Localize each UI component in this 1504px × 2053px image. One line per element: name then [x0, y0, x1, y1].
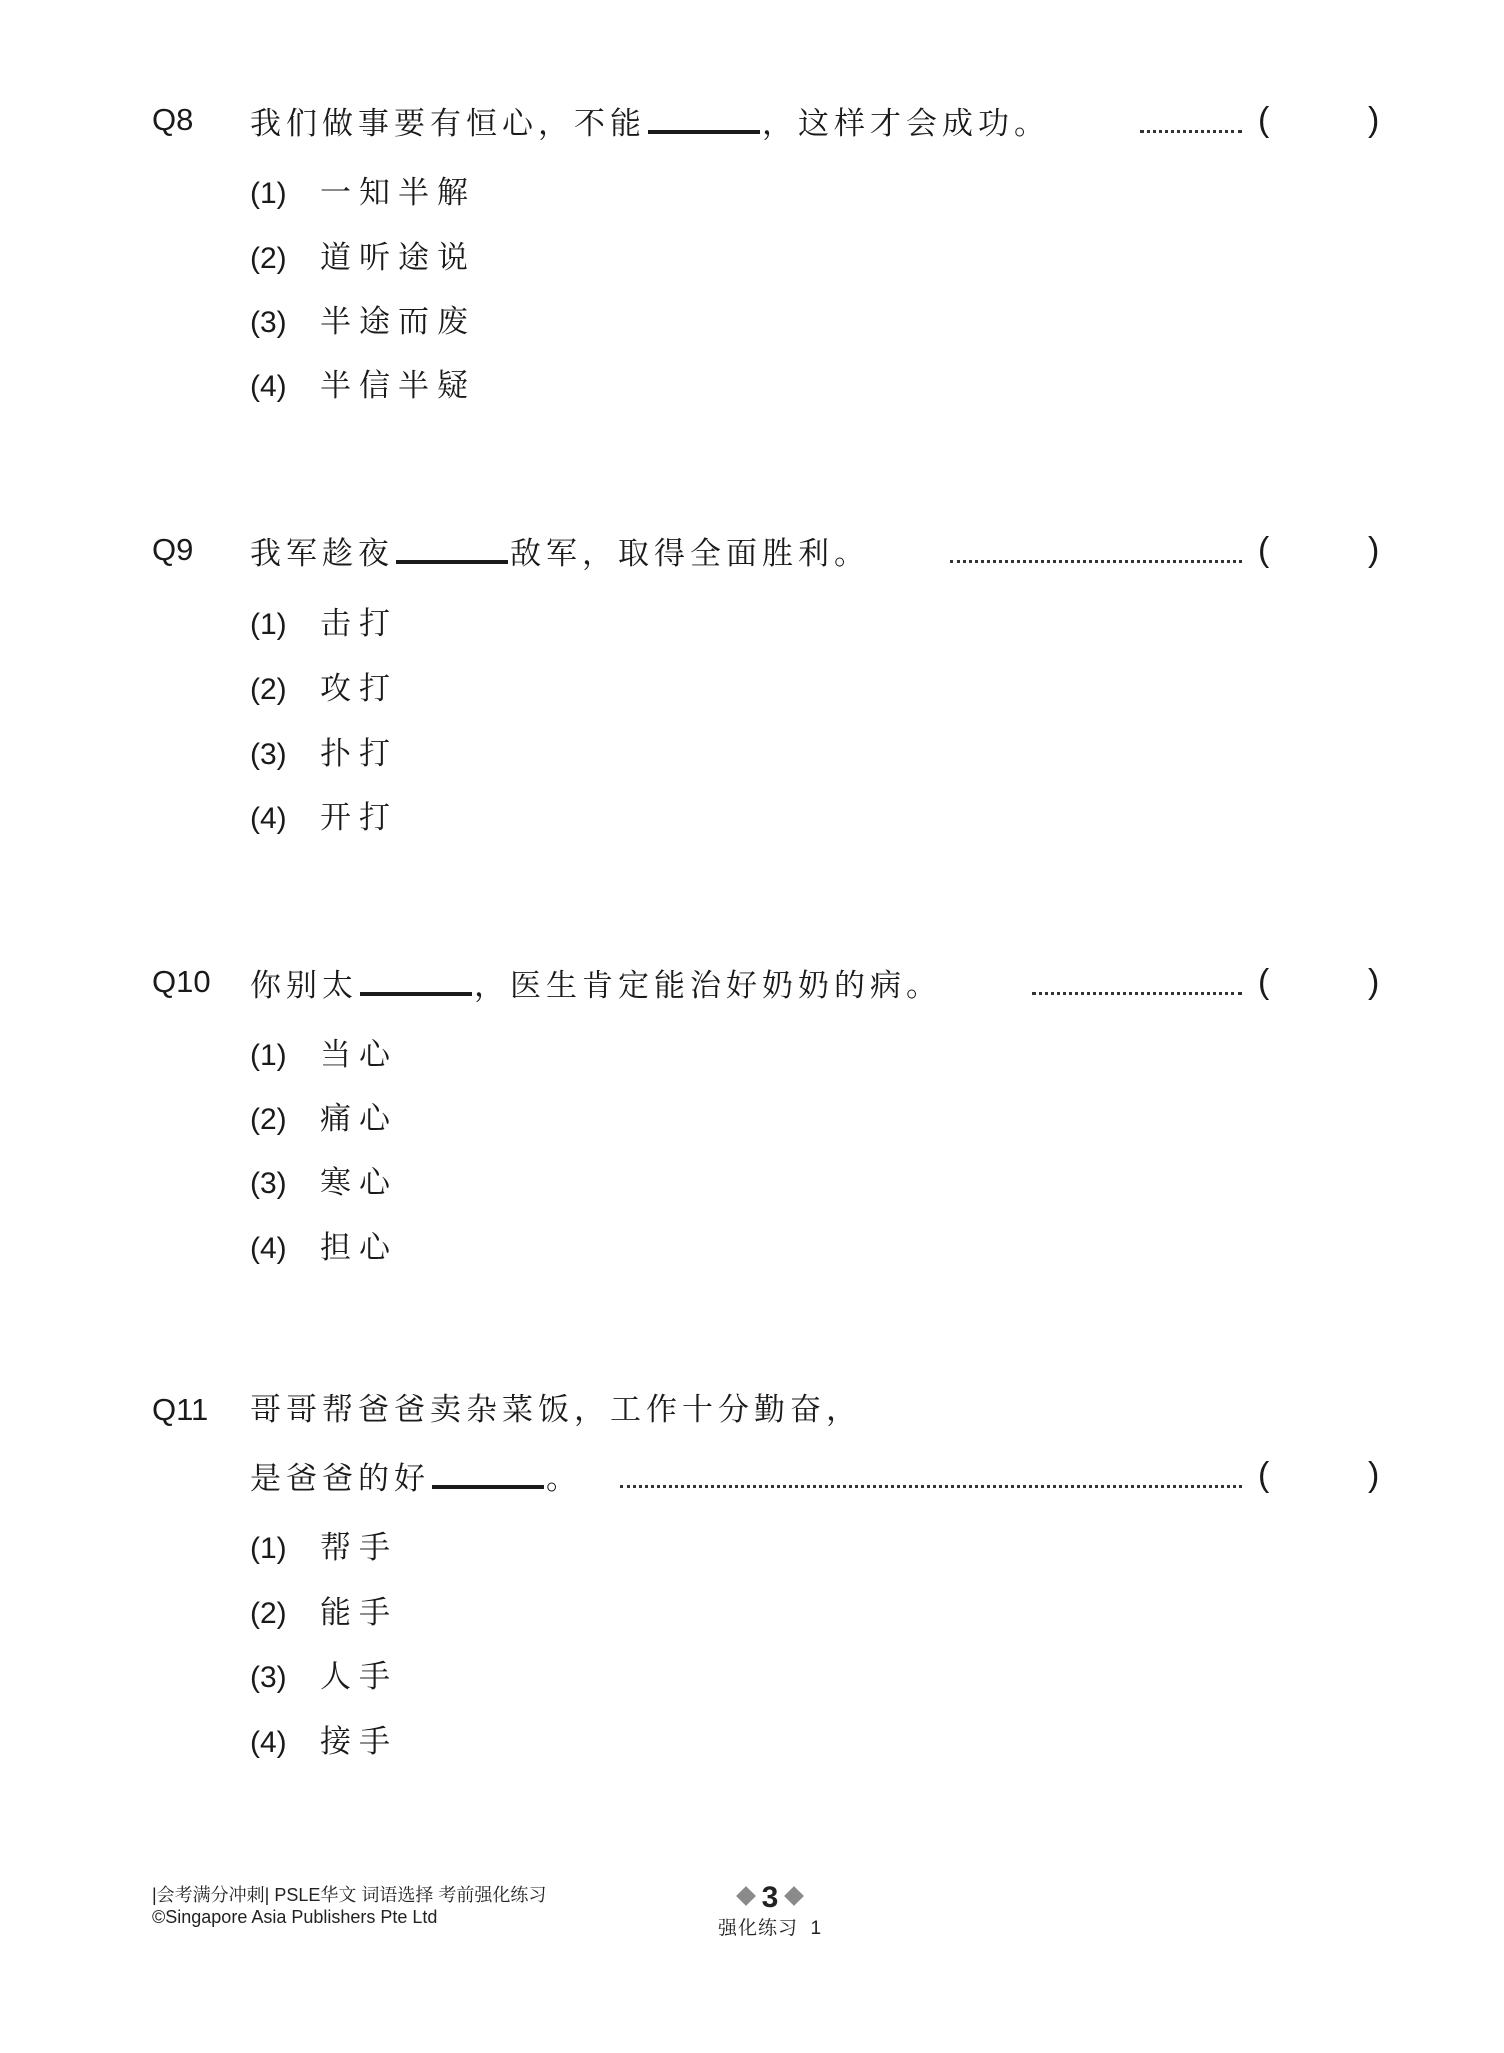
- page-number-block: [700, 1880, 840, 1916]
- question-text: 我军趁夜 敌军，取得全面胜利。: [250, 530, 870, 574]
- section-label: 强化练习 1: [717, 1918, 823, 1939]
- answer-bracket-open: (: [1258, 963, 1270, 1001]
- option-2: (2) 攻打: [250, 671, 398, 707]
- answer-bracket-close: ): [1368, 101, 1380, 139]
- series-title: |会考满分冲刺| PSLE华文 词语选择 考前强化练习: [152, 1885, 547, 1905]
- answer-bracket-open: (: [1258, 1456, 1270, 1494]
- footer-publisher-info: [152, 1884, 546, 1928]
- answer-bracket-close: ): [1368, 531, 1380, 569]
- option-3: (3) 扑打: [250, 736, 398, 772]
- option-1: (1) 当心: [250, 1037, 398, 1073]
- dotted-leader: [1032, 952, 1242, 995]
- option-1: (1) 一知半解: [250, 175, 476, 211]
- diamond-icon: [784, 1886, 804, 1906]
- question-text: 你别太 ，医生肯定能治好奶奶的病。: [250, 962, 942, 1006]
- dotted-leader: [620, 1445, 1242, 1488]
- question-text-line2: 是爸爸的好 。: [250, 1455, 582, 1499]
- answer-bracket-open: (: [1258, 101, 1270, 139]
- option-4: (4) 半信半疑: [250, 368, 476, 404]
- question-label: Q8: [152, 102, 194, 137]
- page-number: 3: [761, 1881, 779, 1914]
- option-1: (1) 帮手: [250, 1530, 398, 1566]
- dotted-leader: [1140, 90, 1242, 133]
- option-3: (3) 人手: [250, 1659, 398, 1695]
- option-2: (2) 道听途说: [250, 240, 476, 276]
- diamond-icon: [736, 1886, 756, 1906]
- option-4: (4) 担心: [250, 1230, 398, 1266]
- answer-bracket-open: (: [1258, 531, 1270, 569]
- option-3: (3) 寒心: [250, 1165, 398, 1201]
- option-4: (4) 接手: [250, 1724, 398, 1760]
- answer-bracket-close: ): [1368, 963, 1380, 1001]
- question-label: Q9: [152, 532, 194, 567]
- question-label: Q11: [152, 1392, 209, 1427]
- dotted-leader: [950, 520, 1242, 563]
- option-2: (2) 痛心: [250, 1101, 398, 1137]
- question-text-line1: 哥哥帮爸爸卖杂菜饭，工作十分勤奋，: [250, 1392, 862, 1428]
- question-text: 我们做事要有恒心，不能 ，这样才会成功。: [250, 100, 1050, 144]
- option-4: (4) 开打: [250, 800, 398, 836]
- page-footer-center: [700, 1880, 840, 1942]
- option-1: (1) 击打: [250, 606, 398, 642]
- copyright: ©Singapore Asia Publishers Pte Ltd: [152, 1907, 438, 1927]
- option-3: (3) 半途而废: [250, 304, 476, 340]
- answer-bracket-close: ): [1368, 1456, 1380, 1494]
- option-2: (2) 能手: [250, 1595, 398, 1631]
- question-label: Q10: [152, 964, 211, 999]
